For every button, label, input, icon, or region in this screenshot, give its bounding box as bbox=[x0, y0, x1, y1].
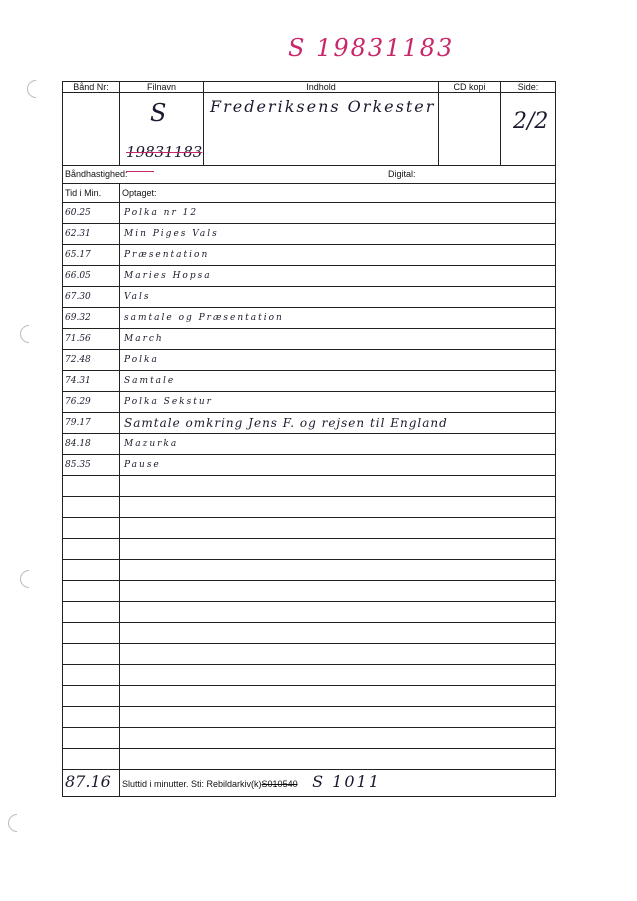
footer-label: Sluttid i minutter. Sti: Rebildarkiv(k) bbox=[122, 779, 262, 789]
archive-number: S 19831183 bbox=[288, 34, 455, 62]
time-cell: 72.48 bbox=[63, 350, 120, 371]
content-cell: Maries Hopsa bbox=[120, 266, 556, 287]
punch-hole bbox=[23, 76, 48, 101]
time-cell bbox=[63, 539, 120, 560]
time-cell: 60.25 bbox=[63, 203, 120, 224]
recording-sheet-table bbox=[62, 81, 556, 797]
time-cell: 74.31 bbox=[63, 371, 120, 392]
table-row bbox=[63, 329, 556, 350]
table-row bbox=[63, 560, 556, 581]
table-row bbox=[63, 371, 556, 392]
content-cell: Pause bbox=[120, 455, 556, 476]
content-cell bbox=[120, 497, 556, 518]
table-row bbox=[63, 434, 556, 455]
table-row bbox=[63, 749, 556, 770]
time-cell: 85.35 bbox=[63, 455, 120, 476]
content-cell: Samtale omkring Jens F. og rejsen til England bbox=[120, 413, 556, 434]
table-row bbox=[63, 602, 556, 623]
time-cell: 71.56 bbox=[63, 329, 120, 350]
content-cell bbox=[120, 644, 556, 665]
time-cell: 79.17 bbox=[63, 413, 120, 434]
time-cell bbox=[63, 497, 120, 518]
table-row bbox=[63, 497, 556, 518]
table-row bbox=[63, 413, 556, 434]
side-value: 2/2 bbox=[513, 109, 549, 134]
time-cell: 65.17 bbox=[63, 245, 120, 266]
footer-row bbox=[63, 770, 556, 797]
content-cell bbox=[120, 518, 556, 539]
cd-kopi-header: CD kopi bbox=[439, 82, 501, 93]
table-row bbox=[63, 728, 556, 749]
content-cell: March bbox=[120, 329, 556, 350]
time-cell: 67.30 bbox=[63, 287, 120, 308]
content-cell: Vals bbox=[120, 287, 556, 308]
side-cell bbox=[501, 93, 556, 166]
indhold-value: Frederiksens Orkester bbox=[210, 97, 436, 116]
table-row bbox=[63, 350, 556, 371]
table-row bbox=[63, 266, 556, 287]
indhold-header: Indhold bbox=[204, 82, 439, 93]
content-cell bbox=[120, 686, 556, 707]
bandhastighed-label: Båndhastighed: bbox=[65, 169, 128, 179]
time-cell bbox=[63, 707, 120, 728]
content-cell: Polka Sekstur bbox=[120, 392, 556, 413]
punch-hole bbox=[16, 566, 41, 591]
time-cell bbox=[63, 623, 120, 644]
recording-rows bbox=[63, 203, 556, 770]
time-cell: 62.31 bbox=[63, 224, 120, 245]
time-cell bbox=[63, 665, 120, 686]
time-cell bbox=[63, 686, 120, 707]
content-cell bbox=[120, 728, 556, 749]
table-row bbox=[63, 623, 556, 644]
column-label-row bbox=[63, 184, 556, 203]
content-cell: Min Piges Vals bbox=[120, 224, 556, 245]
time-cell bbox=[63, 476, 120, 497]
filnavn-cell bbox=[120, 93, 204, 166]
filnavn-header: Filnavn bbox=[120, 82, 204, 93]
time-cell: 76.29 bbox=[63, 392, 120, 413]
band-nr-cell bbox=[63, 93, 120, 166]
content-cell bbox=[120, 560, 556, 581]
content-cell bbox=[120, 602, 556, 623]
time-cell bbox=[63, 728, 120, 749]
punch-hole bbox=[4, 810, 29, 835]
table-row bbox=[63, 686, 556, 707]
time-cell bbox=[63, 560, 120, 581]
speed-row bbox=[63, 166, 556, 184]
side-header: Side: bbox=[501, 82, 556, 93]
content-cell: samtale og Præsentation bbox=[120, 308, 556, 329]
optaget-label: Optaget: bbox=[120, 184, 556, 203]
time-cell bbox=[63, 602, 120, 623]
entry-row bbox=[63, 93, 556, 166]
table-row bbox=[63, 665, 556, 686]
content-cell bbox=[120, 581, 556, 602]
table-row bbox=[63, 707, 556, 728]
footer-cell bbox=[120, 770, 556, 797]
digital-label: Digital: bbox=[388, 169, 416, 179]
total-time: 87.16 bbox=[63, 770, 120, 797]
footer-struck-code: S010540 bbox=[261, 779, 298, 789]
time-cell bbox=[63, 518, 120, 539]
punch-hole bbox=[16, 321, 41, 346]
table-row bbox=[63, 287, 556, 308]
content-cell bbox=[120, 707, 556, 728]
content-cell bbox=[120, 749, 556, 770]
tid-label: Tid i Min. bbox=[63, 184, 120, 203]
table-row bbox=[63, 518, 556, 539]
time-cell bbox=[63, 644, 120, 665]
content-cell bbox=[120, 665, 556, 686]
content-cell bbox=[120, 539, 556, 560]
time-cell: 84.18 bbox=[63, 434, 120, 455]
band-nr-header: Bånd Nr: bbox=[63, 82, 120, 93]
filnavn-value: S bbox=[150, 99, 167, 127]
content-cell: Polka nr 12 bbox=[120, 203, 556, 224]
time-cell: 66.05 bbox=[63, 266, 120, 287]
table-row bbox=[63, 224, 556, 245]
content-cell: Præsentation bbox=[120, 245, 556, 266]
content-cell: Mazurka bbox=[120, 434, 556, 455]
table-row bbox=[63, 581, 556, 602]
table-row bbox=[63, 644, 556, 665]
time-cell bbox=[63, 749, 120, 770]
content-cell: Polka bbox=[120, 350, 556, 371]
content-cell bbox=[120, 623, 556, 644]
cd-kopi-cell bbox=[439, 93, 501, 166]
time-cell: 69.32 bbox=[63, 308, 120, 329]
table-row bbox=[63, 392, 556, 413]
table-row bbox=[63, 455, 556, 476]
indhold-cell bbox=[204, 93, 439, 166]
table-row bbox=[63, 539, 556, 560]
header-row bbox=[63, 82, 556, 93]
time-cell bbox=[63, 581, 120, 602]
table-row bbox=[63, 245, 556, 266]
content-cell bbox=[120, 476, 556, 497]
table-row bbox=[63, 308, 556, 329]
footer-new-code: S 1011 bbox=[312, 772, 381, 791]
table-row bbox=[63, 203, 556, 224]
filnavn-struck-value: 19831183 bbox=[126, 143, 203, 179]
table-row bbox=[63, 476, 556, 497]
content-cell: Samtale bbox=[120, 371, 556, 392]
